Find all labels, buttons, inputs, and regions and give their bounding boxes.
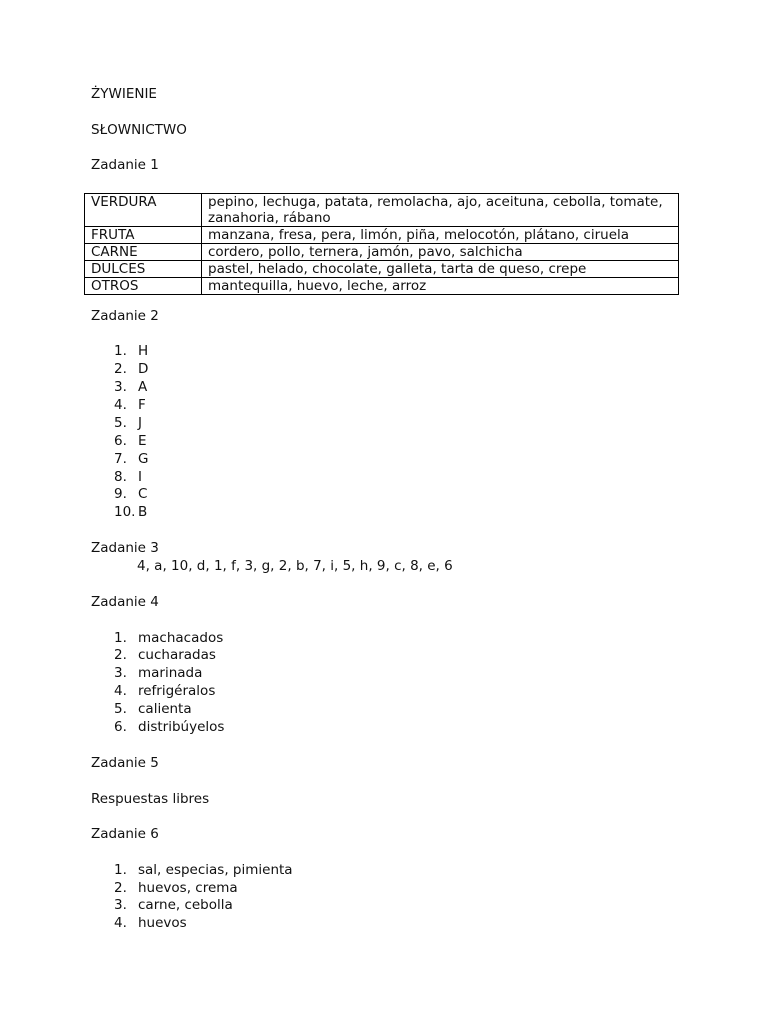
- list-number: 1.: [114, 630, 127, 646]
- list-text: huevos: [138, 915, 187, 931]
- table-cell-category: DULCES: [85, 261, 202, 278]
- list-text: calienta: [138, 701, 192, 717]
- task-5-answer: Respuestas libres: [91, 791, 210, 807]
- document-title: ŻYWIENIE: [91, 86, 157, 102]
- list-text: J: [138, 415, 142, 431]
- section-heading: SŁOWNICTWO: [91, 122, 187, 138]
- list-text: E: [138, 433, 147, 449]
- list-text: B: [138, 504, 148, 520]
- list-number: 5.: [114, 415, 127, 431]
- table-cell-words: pastel, helado, chocolate, galleta, tarta de queso, crepe: [202, 261, 679, 278]
- table-row: [85, 278, 679, 295]
- list-text: cucharadas: [138, 647, 216, 663]
- list-text: H: [138, 343, 149, 359]
- list-text: D: [138, 361, 149, 377]
- task-2-heading: Zadanie 2: [91, 308, 159, 324]
- table-cell-category: FRUTA: [85, 227, 202, 244]
- vocabulary-table: [84, 193, 679, 295]
- list-text: refrigéralos: [138, 683, 216, 699]
- table-row: [85, 194, 679, 227]
- table-row: [85, 261, 679, 278]
- list-number: 6.: [114, 433, 127, 449]
- list-text: machacados: [138, 630, 224, 646]
- task-1-heading: Zadanie 1: [91, 157, 159, 173]
- list-number: 2.: [114, 361, 127, 377]
- list-number: 2.: [114, 880, 127, 896]
- list-text: G: [138, 451, 149, 467]
- list-number: 8.: [114, 469, 127, 485]
- list-text: A: [138, 379, 148, 395]
- table-cell-category: OTROS: [85, 278, 202, 295]
- list-text: carne, cebolla: [138, 897, 233, 913]
- list-text: huevos, crema: [138, 880, 238, 896]
- list-number: 6.: [114, 719, 127, 735]
- table-cell-category: VERDURA: [85, 194, 202, 227]
- task-5-heading: Zadanie 5: [91, 755, 159, 771]
- list-number: 4.: [114, 683, 127, 699]
- list-number: 4.: [114, 915, 127, 931]
- table-row: [85, 244, 679, 261]
- list-text: C: [138, 486, 148, 502]
- task-3-heading: Zadanie 3: [91, 540, 159, 556]
- table-cell-words: pepino, lechuga, patata, remolacha, ajo, aceituna, cebolla, tomate, zanahoria, rábano: [202, 194, 679, 227]
- list-number: 4.: [114, 397, 127, 413]
- list-number: 3.: [114, 665, 127, 681]
- list-number: 7.: [114, 451, 127, 467]
- list-text: I: [138, 469, 142, 485]
- task-4-heading: Zadanie 4: [91, 594, 159, 610]
- table-row: [85, 227, 679, 244]
- list-number: 2.: [114, 647, 127, 663]
- list-text: sal, especias, pimienta: [138, 862, 293, 878]
- list-number: 1.: [114, 343, 127, 359]
- task-3-answer: 4, a, 10, d, 1, f, 3, g, 2, b, 7, i, 5, h, 9, c, 8, e, 6: [137, 558, 453, 574]
- table-cell-category: CARNE: [85, 244, 202, 261]
- table-cell-words: manzana, fresa, pera, limón, piña, melocotón, plátano, ciruela: [202, 227, 679, 244]
- table-cell-words: cordero, pollo, ternera, jamón, pavo, salchicha: [202, 244, 679, 261]
- table-cell-words: mantequilla, huevo, leche, arroz: [202, 278, 679, 295]
- list-number: 1.: [114, 862, 127, 878]
- list-number: 9.: [114, 486, 127, 502]
- list-number: 3.: [114, 897, 127, 913]
- list-text: F: [138, 397, 146, 413]
- list-number: 10.: [114, 504, 136, 520]
- list-text: distribúyelos: [138, 719, 225, 735]
- task-6-heading: Zadanie 6: [91, 826, 159, 842]
- list-text: marinada: [138, 665, 203, 681]
- list-number: 5.: [114, 701, 127, 717]
- list-number: 3.: [114, 379, 127, 395]
